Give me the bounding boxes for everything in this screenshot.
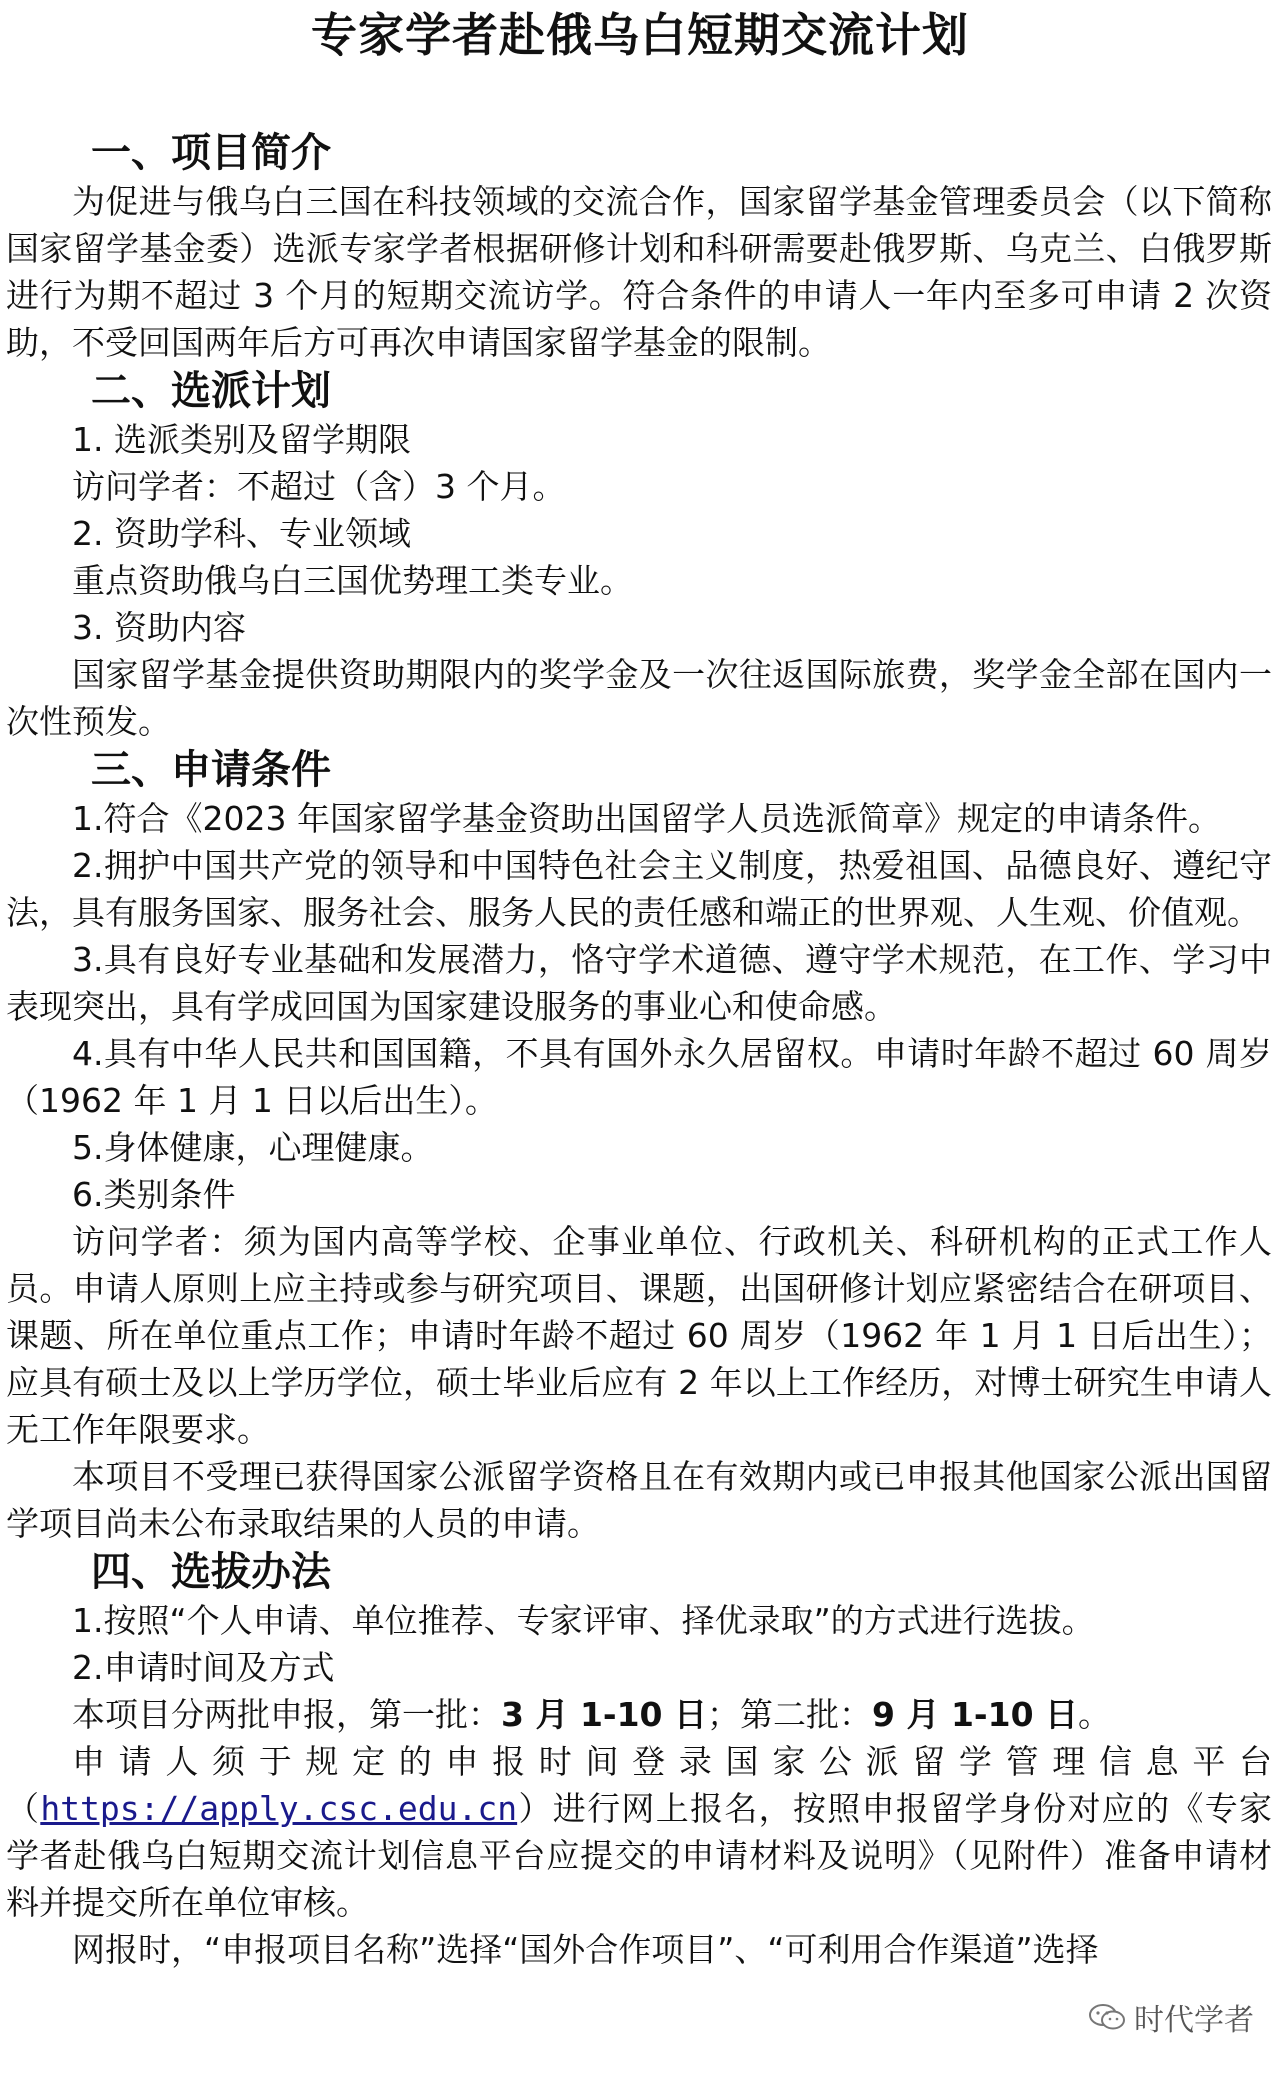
section-heading-selection: 四、选拔办法	[91, 1549, 331, 1595]
wechat-icon	[1088, 2002, 1126, 2032]
paragraph: 3. 资助内容	[72, 608, 246, 647]
paragraph: 5.身体健康，心理健康。	[72, 1128, 434, 1167]
apply-platform-link[interactable]: https://apply.csc.edu.cn	[40, 1789, 518, 1828]
paragraph: 2.拥护中国共产党的领导和中国特色社会主义制度，热爱祖国、品德良好、遵纪守法，具有服务国家、服务社会、服务人民的责任感和端正的世界观、人生观、价值观。	[6, 846, 1272, 932]
section-heading-conditions: 三、申请条件	[91, 747, 331, 793]
paragraph: 访问学者：不超过（含）3 个月。	[72, 467, 566, 506]
apply-after-link: ）进行网上报名，按照申报留学身份对应的《专家学者赴俄乌白短期交流计划信息平台应提交的申请材料及说明》（见附件）准备申请材料并提交所在单位审核。	[6, 1789, 1273, 1922]
paragraph: 1.符合《2023 年国家留学基金资助出国留学人员选派简章》规定的申请条件。	[72, 799, 1221, 838]
document-title: 专家学者赴俄乌白短期交流计划	[311, 8, 969, 62]
batch2-date: 9 月 1-10 日	[872, 1695, 1079, 1734]
section-heading-intro: 一、项目简介	[91, 130, 331, 176]
schedule-prefix: 本项目分两批申报，第一批：	[72, 1695, 501, 1734]
paragraph: 4.具有中华人民共和国国籍，不具有国外永久居留权。申请时年龄不超过 60 周岁（1962 年 1 月 1 日以后出生）。	[6, 1034, 1272, 1120]
paragraph: 3.具有良好专业基础和发展潜力，恪守学术道德、遵守学术规范，在工作、学习中表现突出，具有学成回国为国家建设服务的事业心和使命感。	[6, 940, 1272, 1026]
batch1-date: 3 月 1-10 日	[501, 1695, 708, 1734]
section-heading-plan: 二、选派计划	[91, 368, 331, 414]
schedule-paragraph	[6, 1691, 1272, 1738]
paragraph: 2. 资助学科、专业领域	[72, 514, 411, 553]
paragraph: 1.按照“个人申请、单位推荐、专家评审、择优录取”的方式进行选拔。	[72, 1601, 1095, 1640]
paragraph: 访问学者：须为国内高等学校、企事业单位、行政机关、科研机构的正式工作人员。申请人原则上应主持或参与研究项目、课题，出国研修计划应紧密结合在研项目、课题、所在单位重点工作；申请时年龄不超过 60 周岁（1962 年 1 月 1 日后出生）；应具有硕士及以上学历学位，硕士毕业后应有 2 年以上工作经历，对博士研究生申请人无工作年限要求。	[6, 1222, 1272, 1449]
apply-paragraph	[6, 1738, 1272, 1926]
paragraph: 国家留学基金提供资助期限内的奖学金及一次往返国际旅费，奖学金全部在国内一次性预发。	[6, 655, 1272, 741]
paragraph: 6.类别条件	[72, 1175, 236, 1214]
watermark	[1082, 1995, 1260, 2039]
schedule-middle: ；第二批：	[707, 1695, 873, 1734]
apply-before-link: 申请人须于规定的申报时间登录国家公派留学管理信息平台（	[6, 1742, 1272, 1828]
schedule-suffix: 。	[1078, 1695, 1112, 1734]
paragraph: 重点资助俄乌白三国优势理工类专业。	[72, 561, 633, 600]
paragraph: 网报时，“申报项目名称”选择“国外合作项目”、“可利用合作渠道”选择	[72, 1930, 1099, 1969]
paragraph: 2.申请时间及方式	[72, 1648, 335, 1687]
paragraph: 为促进与俄乌白三国在科技领域的交流合作，国家留学基金管理委员会（以下简称国家留学基金委）选派专家学者根据研修计划和科研需要赴俄罗斯、乌克兰、白俄罗斯进行为期不超过 3 个月的短期交流访学。符合条件的申请人一年内至多可申请 2 次资助，不受回国两年后方可再次申请国家留学基金的限制。	[6, 182, 1272, 362]
paragraph: 本项目不受理已获得国家公派留学资格且在有效期内或已申报其他国家公派出国留学项目尚未公布录取结果的人员的申请。	[6, 1457, 1272, 1543]
watermark-text: 时代学者	[1134, 2003, 1254, 2038]
document-body	[6, 128, 1272, 1973]
paragraph: 1. 选派类别及留学期限	[72, 420, 411, 459]
